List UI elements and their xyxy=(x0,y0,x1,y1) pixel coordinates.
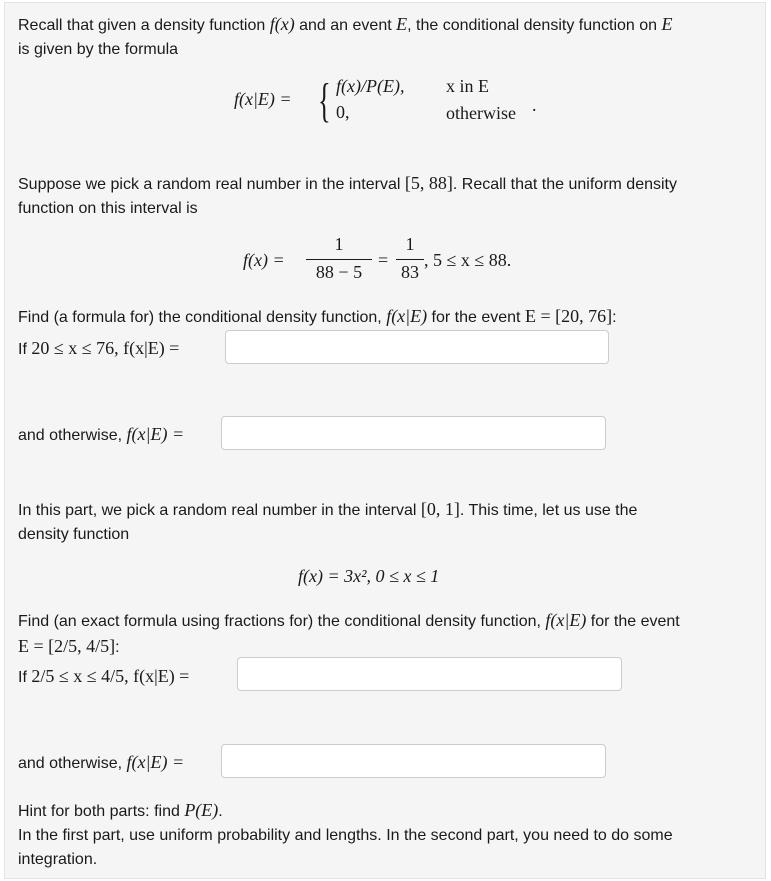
event-interval: E = [2/5, 4/5] xyxy=(18,636,116,656)
part2-text: for the event xyxy=(586,613,680,630)
if-condition: 20 ≤ x ≤ 76, f(x|E) = xyxy=(31,338,180,358)
event-interval: E = [20, 76] xyxy=(524,306,613,326)
piecewise-lhs: f(x|E) = xyxy=(234,89,292,109)
intro-text: , the conditional density function on xyxy=(407,17,662,34)
part1-text: for the event xyxy=(427,309,525,326)
hint-paragraph xyxy=(18,798,758,872)
math-fxE: f(x|E) xyxy=(386,306,428,326)
math-E: E xyxy=(661,14,673,34)
math-E: E xyxy=(396,14,408,34)
math-PE: P(E) xyxy=(184,800,219,820)
formula-domain: , 5 ≤ x ≤ 88. xyxy=(424,250,512,270)
math-fxE: f(x|E) = xyxy=(126,424,185,444)
part1-text: Suppose we pick a random real number in the interval xyxy=(18,176,405,193)
density-formula-3x2: f(x) = 3x², 0 ≤ x ≤ 1 xyxy=(298,566,440,586)
intro-text: Recall that given a density function xyxy=(18,17,270,34)
part2-text: Find (an exact formula using fractions for) the conditional density function, xyxy=(18,613,546,630)
math-fxE: f(x|E) xyxy=(545,610,587,630)
part1-text: Find (a formula for) the conditional density function, xyxy=(18,309,387,326)
otherwise-text: and otherwise, xyxy=(18,755,127,772)
fraction-numerator: 1 xyxy=(334,234,344,254)
fraction-bar xyxy=(396,259,424,260)
if-condition: 2/5 ≤ x ≤ 4/5, f(x|E) = xyxy=(31,666,190,686)
interval-0-1: [0, 1] xyxy=(420,499,460,519)
part1-intro xyxy=(18,171,758,221)
math-fxE: f(x|E) = xyxy=(126,752,185,772)
intro-text: and an event xyxy=(294,17,397,34)
fraction-bar xyxy=(306,259,372,260)
hint-text: In the first part, use uniform probability and lengths. In the second part, you need to do some xyxy=(18,827,673,844)
part2-text: : xyxy=(115,639,120,656)
formula-lhs: f(x) = xyxy=(243,250,285,270)
hint-text: . xyxy=(218,803,223,820)
case2-expression: 0, xyxy=(336,102,350,122)
case1-condition: x in E xyxy=(446,76,489,96)
answer-input-2[interactable] xyxy=(221,416,606,450)
intro-paragraph xyxy=(18,12,758,62)
intro-text: is given by the formula xyxy=(18,41,179,58)
part2-find xyxy=(18,608,758,660)
fraction-denominator: 88 − 5 xyxy=(315,262,363,282)
part1-text: . Recall that the uniform density xyxy=(452,176,677,193)
case2-condition: otherwise xyxy=(446,103,516,123)
part1-text: : xyxy=(612,309,617,326)
fraction-denominator: 83 xyxy=(401,262,419,282)
part2-text: . This time, let us use the xyxy=(459,502,638,519)
answer-input-4[interactable] xyxy=(221,744,606,778)
part2-text: density function xyxy=(18,526,130,543)
part1-text: function on this interval is xyxy=(18,200,198,217)
if-text: If xyxy=(18,669,32,686)
brace-symbol: { xyxy=(318,74,331,127)
part2-intro xyxy=(18,497,758,547)
if-text: If xyxy=(18,341,32,358)
fraction-numerator: 1 xyxy=(405,234,415,254)
part2-text: In this part, we pick a random real number in the interval xyxy=(18,502,421,519)
interval-5-88: [5, 88] xyxy=(404,173,453,193)
hint-text: Hint for both parts: find xyxy=(18,803,185,820)
equals-sign: = xyxy=(378,250,389,270)
answer-input-1[interactable] xyxy=(225,330,609,364)
math-fx: f(x) xyxy=(269,14,295,34)
case1-expression: f(x)/P(E), xyxy=(336,76,405,96)
hint-text: integration. xyxy=(18,851,98,868)
answer-input-3[interactable] xyxy=(237,657,622,691)
formula-period: . xyxy=(532,95,537,115)
otherwise-text: and otherwise, xyxy=(18,427,127,444)
part1-find xyxy=(18,304,758,330)
